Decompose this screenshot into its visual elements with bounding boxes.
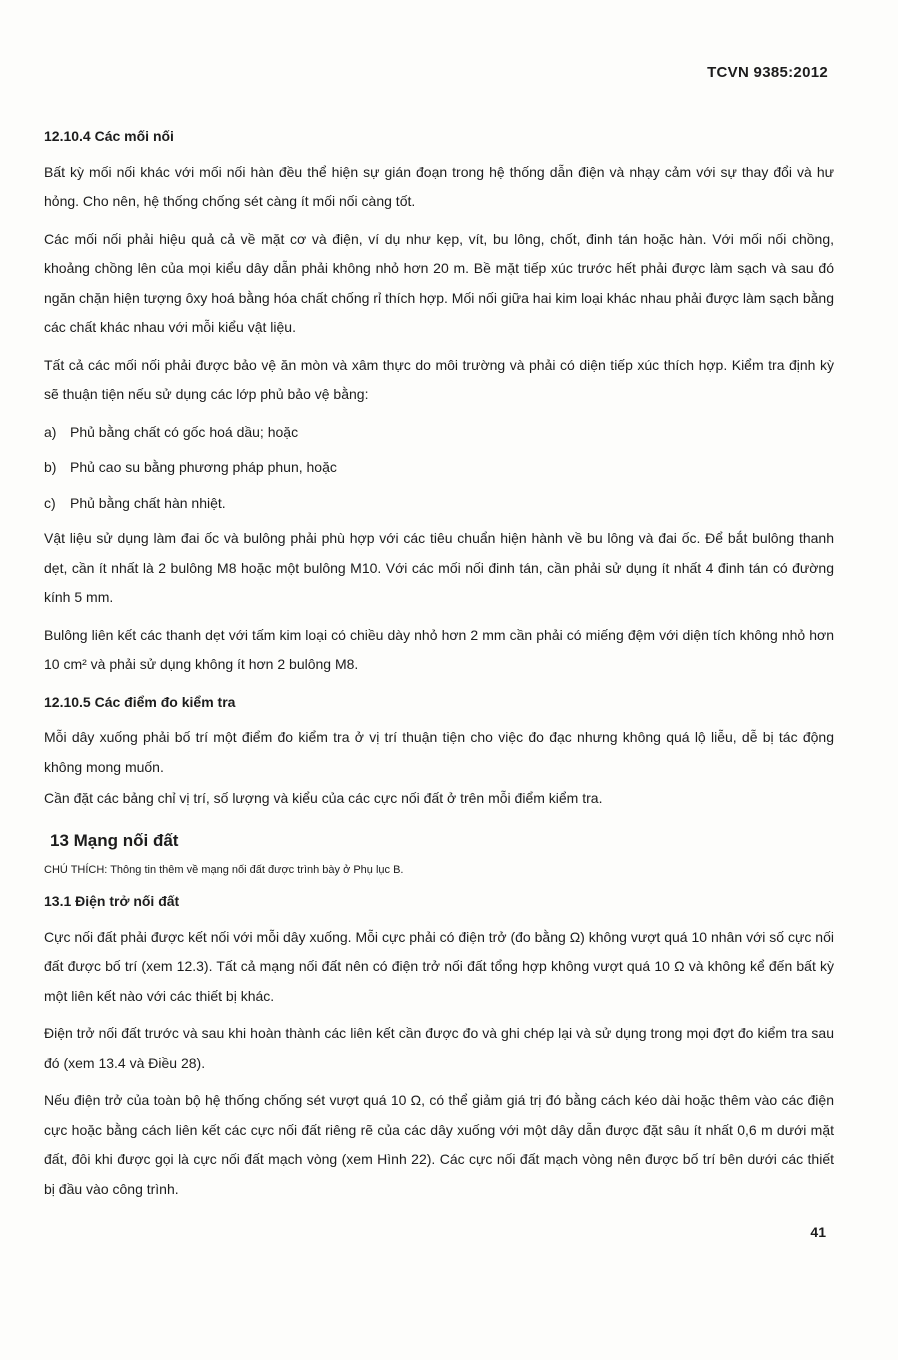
paragraph: Điện trở nối đất trước và sau khi hoàn thành các liên kết cần được đo và ghi chép lại và sử dụng trong mọi đợt đo kiểm tra sau đó (xem 13.4 và Điều 28).: [44, 1025, 834, 1071]
paragraph: Bất kỳ mối nối khác với mối nối hàn đều thể hiện sự gián đoạn trong hệ thống dẫn điện và nhạy cảm với sự thay đổi và hư hỏng. Cho nên, hệ thống chống sét càng ít mối nối càng tốt.: [44, 163, 834, 209]
paragraph: Bulông liên kết các thanh dẹt với tấm kim loại có chiều dày nhỏ hơn 2 mm cần phải có miếng đệm với diện tích không nhỏ hơn 10 cm² và phải sử dụng không ít hơn 2 bulông M8.: [44, 626, 834, 672]
list-item: [44, 418, 834, 448]
paragraph: Cực nối đất phải được kết nối với mỗi dây xuống. Mỗi cực phải có điện trở (đo bằng Ω) không vượt quá 10 nhân với số cực nối đất được bố trí (xem 12.3). Tất cả mạng nối đất nên có điện trở nối đất tổng hợp không vượt quá 10 Ω và không kể đến bất kỳ một liên kết nào với các thiết bị khác.: [44, 928, 834, 1004]
list-item-label: b): [44, 459, 57, 475]
list-item-text: Phủ cao su bằng phương pháp phun, hoặc: [70, 459, 337, 475]
page-number: 41: [810, 1224, 826, 1240]
section-heading-12-10-4: 12.10.4 Các mối nối: [44, 128, 174, 144]
section-heading-12-10-5: 12.10.5 Các điểm đo kiểm tra: [44, 693, 236, 710]
list-item-label: c): [44, 494, 56, 511]
paragraph: Mỗi dây xuống phải bố trí một điểm đo kiểm tra ở vị trí thuận tiện cho việc đo đạc nhưng không quá lộ liễu, dễ bị tác động không mong muốn.: [44, 729, 834, 775]
paragraph: Vật liệu sử dụng làm đai ốc và bulông phải phù hợp với các tiêu chuẩn hiện hành về bu lông và đai ốc. Để bắt bulông thanh dẹt, cần ít nhất là 2 bulông M8 hoặc một bulông M10. Với các mối nối đinh tán, cần phải sử dụng ít nhất 4 đinh tán có đường kính 5 mm.: [44, 530, 834, 605]
paragraph: Tất cả các mối nối phải được bảo vệ ăn mòn và xâm thực do môi trường và phải có diện tiếp xúc thích hợp. Kiểm tra định kỳ sẽ thuận tiện nếu sử dụng các lớp phủ bảo vệ bằng:: [44, 356, 834, 402]
list-item-label: a): [44, 423, 57, 440]
section-heading-13: 13 Mạng nối đất: [50, 830, 179, 850]
note: CHÚ THÍCH: Thông tin thêm về mạng nối đất được trình bày ở Phụ lục B.: [44, 864, 404, 876]
section-heading-13-1: 13.1 Điện trở nối đất: [44, 893, 180, 909]
paragraph: Cần đặt các bảng chỉ vị trí, số lượng và kiểu của các cực nối đất ở trên mỗi điểm kiểm tra.: [44, 790, 603, 806]
paragraph: Các mối nối phải hiệu quả cả về mặt cơ và điện, ví dụ như kẹp, vít, bu lông, chốt, đinh tán hoặc hàn. Với mối nối chồng, khoảng chồng lên của mọi kiểu dây dẫn phải không nhỏ hơn 20 m. Bề mặt tiếp xúc trước hết phải được làm sạch và sau đó ngăn chặn hiện tượng ôxy hoá bằng hóa chất chống rỉ thích hợp. Mối nối giữa hai kim loại khác nhau phải được làm sạch bằng các chất khác nhau với mỗi kiểu vật liệu.: [44, 230, 834, 335]
list-item-text: Phủ bằng chất hàn nhiệt.: [70, 494, 226, 511]
standard-code: TCVN 9385:2012: [707, 64, 828, 81]
list-item: [44, 489, 834, 519]
list-item: [44, 453, 834, 483]
list-item-text: Phủ bằng chất có gốc hoá dầu; hoặc: [70, 423, 299, 440]
paragraph: Nếu điện trở của toàn bộ hệ thống chống sét vượt quá 10 Ω, có thể giảm giá trị đó bằng cách kéo dài hoặc thêm vào các điện cực hoặc bằng cách liên kết các cực nối đất riêng rẽ của các dây xuống với một dây dẫn được đặt sâu ít nhất 0,6 m dưới mặt đất, đôi khi được gọi là cực nối đất mạch vòng (xem Hình 22). Các cực nối đất mạch vòng nên được bố trí bên dưới các thiết bị đầu vào công trình.: [44, 1092, 834, 1197]
page-body: [44, 122, 834, 1212]
